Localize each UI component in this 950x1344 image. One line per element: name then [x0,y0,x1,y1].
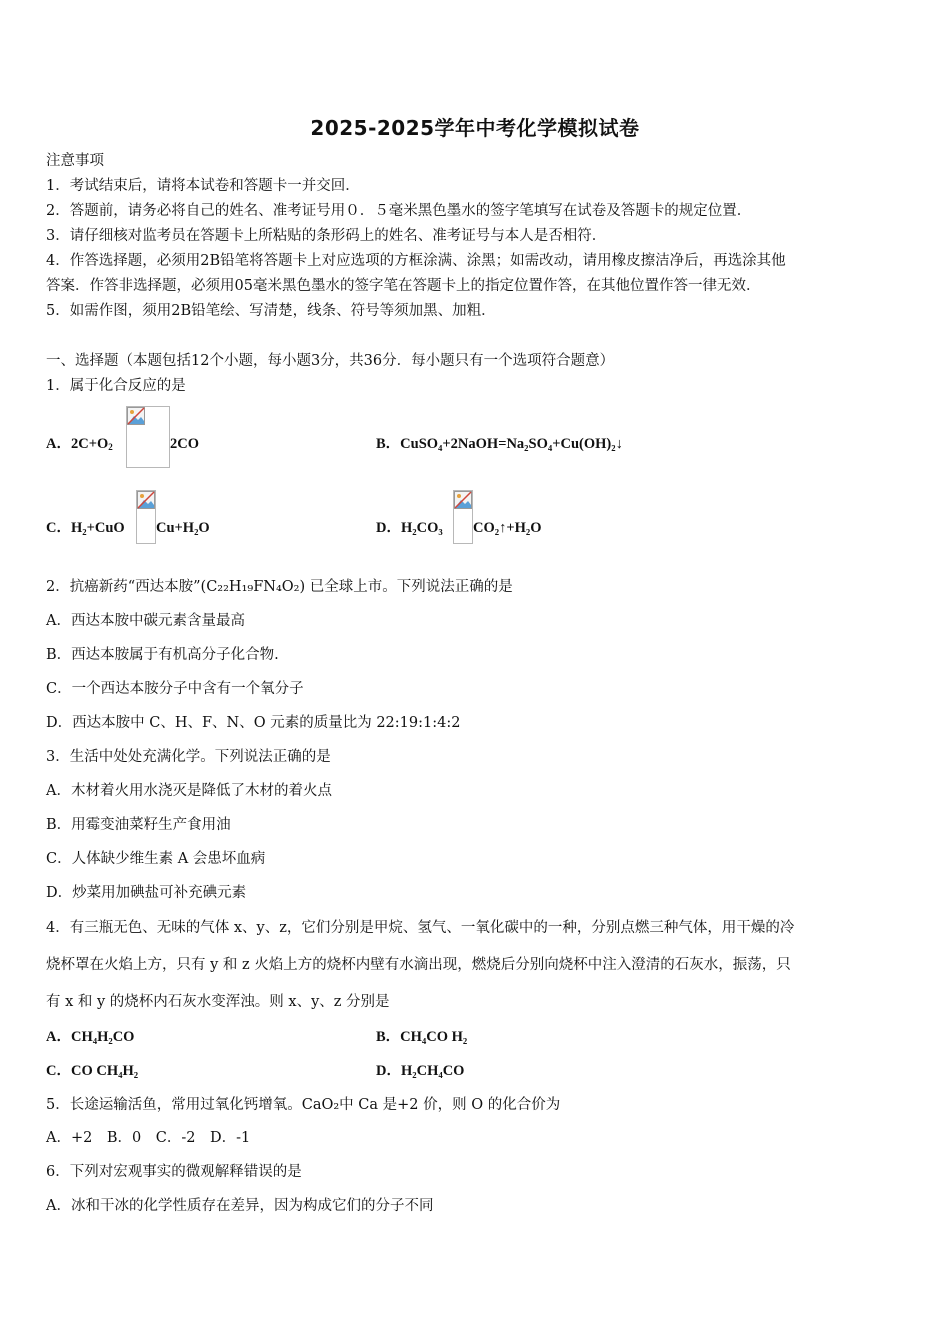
q5-stem: 5．长途运输活鱼，常用过氧化钙增氧。CaO₂中 Ca 是+2 价，则 O 的化合价为 [46,1097,561,1113]
q4-option-d: D．H₂CH₄CO [376,1063,465,1079]
q1-option-d-right: CO₂↑+H₂O [473,520,542,536]
notice-item-4-cont: 答案．作答非选择题，必须用05毫米黑色墨水的签字笔在答题卡上的指定位置作答，在其他位置作答一律无效． [46,278,761,294]
q1-option-a-left: A．2C+O [46,436,109,452]
q1-option-c-right: Cu+H₂O [156,520,210,536]
notice-item-1: 1．考试结束后，请将本试卷和答题卡一并交回． [46,178,360,194]
reaction-condition-image [126,406,170,468]
q1-option-a-sub: 2 [108,442,113,452]
broken-image-icon [137,491,155,509]
q2-option-d: D．西达本胺中 C、H、F、N、O 元素的质量比为 22:19:1:4:2 [46,715,461,731]
q3-stem: 3．生活中处处充满化学。下列说法正确的是 [46,749,331,765]
q1-stem: 1．属于化合反应的是 [46,378,186,394]
q1-option-b: B．CuSO₄+2NaOH=Na₂SO₄+Cu(OH)₂↓ [376,436,623,452]
q1-option-a [46,434,113,454]
exam-title: 2025-2025学年中考化学模拟试卷 [310,116,640,140]
notice-heading: 注意事项 [46,153,104,169]
q4-option-c: C．CO CH₄H₂ [46,1063,139,1079]
q1-option-c-left: C．H₂+CuO [46,520,125,536]
q2-stem: 2．抗癌新药“西达本胺”(C₂₂H₁₉FN₄O₂) 已全球上市。下列说法正确的是 [46,579,513,595]
q2-option-b: B．西达本胺属于有机高分子化合物. [46,647,279,663]
q3-option-d: D．炒菜用加碘盐可补充碘元素 [46,885,247,901]
notice-item-2: 2．答题前，请务必将自己的姓名、准考证号用０．５毫米黑色墨水的签字笔填写在试卷及答题卡的规定位置． [46,203,752,219]
q5-options: A．+2 B．0 C．-2 D．-1 [46,1130,251,1146]
q4-stem-line-1: 4．有三瓶无色、无味的气体 x、y、z，它们分别是甲烷、氢气、一氧化碳中的一种，分别点燃三种气体，用干燥的冷 [46,920,795,936]
notice-item-4: 4．作答选择题，必须用2B铅笔将答题卡上对应选项的方框涂满、涂黑；如需改动，请用橡皮擦洁净后，再选涂其他 [46,253,786,269]
section-heading: 一、选择题（本题包括12个小题，每小题3分，共36分．每小题只有一个选项符合题意） [46,353,615,369]
notice-item-5: 5．如需作图，须用2B铅笔绘、写清楚，线条、符号等须加黑、加粗． [46,303,496,319]
q3-option-a: A．木材着火用水浇灭是降低了木材的着火点 [46,783,332,799]
q3-option-b: B．用霉变油菜籽生产食用油 [46,817,231,833]
q1-option-d-left: D．H₂CO₃ [376,520,443,536]
broken-image-icon [127,407,145,425]
q4-option-b: B．CH₄CO H₂ [376,1029,468,1045]
q1-option-a-right: 2CO [170,436,199,452]
q4-stem-line-2: 烧杯罩在火焰上方，只有 y 和 z 火焰上方的烧杯内壁有水滴出现，燃烧后分别向烧杯中注入澄清的石灰水，振荡，只 [46,957,791,973]
q4-option-a: A．CH₄H₂CO [46,1029,135,1045]
notice-item-3: 3．请仔细核对监考员在答题卡上所粘贴的条形码上的姓名、准考证号与本人是否相符． [46,228,607,244]
q3-option-c: C．人体缺少维生素 A 会患坏血病 [46,851,266,867]
reaction-condition-image [453,490,473,544]
q2-option-a: A．西达本胺中碳元素含量最高 [46,613,245,629]
q4-stem-line-3: 有 x 和 y 的烧杯内石灰水变浑浊。则 x、y、z 分别是 [46,994,390,1010]
q2-option-c: C．一个西达本胺分子中含有一个氧分子 [46,681,304,697]
reaction-condition-image [136,490,156,544]
broken-image-icon [454,491,472,509]
q6-option-a: A．冰和干冰的化学性质存在差异，因为构成它们的分子不同 [46,1198,434,1214]
q6-stem: 6．下列对宏观事实的微观解释错误的是 [46,1164,302,1180]
